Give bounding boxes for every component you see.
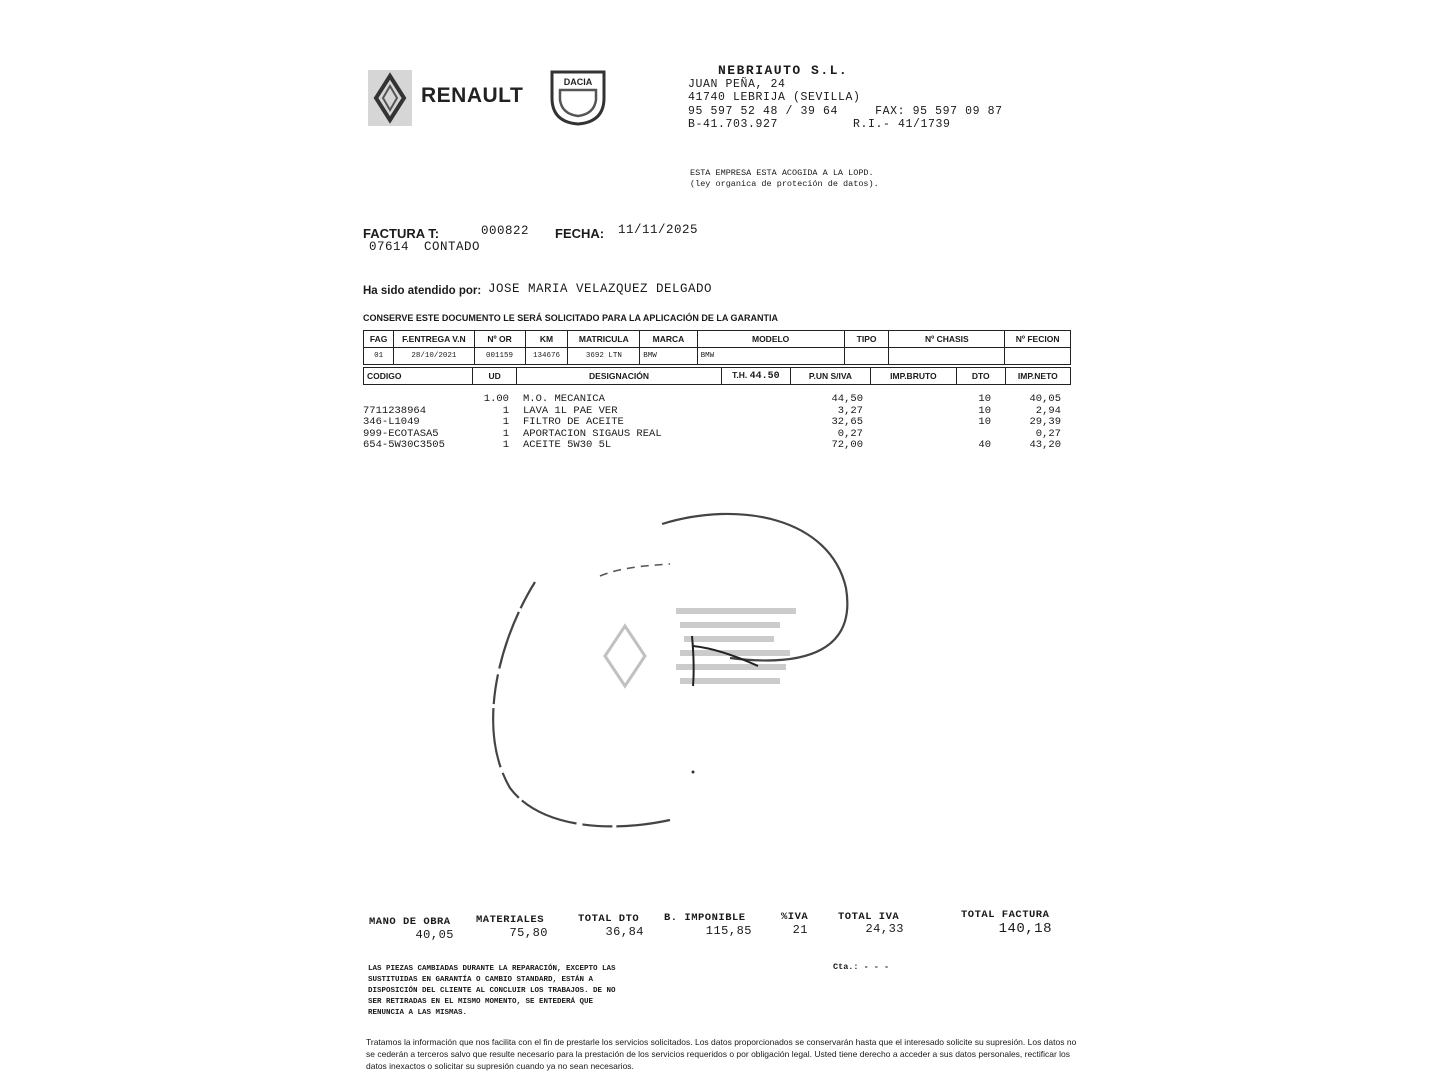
fecha-value: 11/11/2025 [618, 223, 699, 237]
client-code: 07614 [369, 240, 410, 254]
total-factura-value: 140,18 [998, 921, 1052, 937]
th-modelo: MODELO [697, 331, 844, 348]
total-factura-label: TOTAL FACTURA [961, 909, 1050, 921]
line-item-row [363, 406, 1063, 418]
th-fentrega: F.ENTREGA V.N [394, 331, 474, 348]
company-address1: JUAN PEÑA, 24 [688, 77, 786, 91]
line-item-neto: 29,39 [1029, 416, 1061, 428]
iva-pct-value: 21 [792, 923, 808, 937]
vehicle-table [363, 330, 1071, 365]
iva-pct-label: %IVA [781, 911, 809, 923]
mano-obra-value: 40,05 [415, 928, 454, 942]
td-modelo: BMW [697, 348, 844, 365]
line-item-desc: ACEITE 5W30 5L [523, 439, 612, 451]
th-matricula: MATRICULA [568, 331, 640, 348]
line-item-neto: 2,94 [1035, 404, 1061, 417]
line-item-desc: M.O. MECANICA [523, 393, 605, 405]
line-item-desc: APORTACION SIGAUS REAL [523, 427, 662, 440]
renault-logo [368, 70, 412, 126]
total-dto-value: 36,84 [605, 925, 644, 939]
renault-wordmark: RENAULT [421, 84, 524, 107]
factura-number: 000822 [481, 224, 530, 238]
line-item-row [363, 417, 1063, 429]
line-item-neto: 0,27 [1035, 427, 1061, 440]
td-fentrega: 28/10/2021 [394, 348, 474, 365]
lopd-notice [690, 168, 879, 190]
th-codigo: CODIGO [364, 368, 473, 385]
line-item-pun: 72,00 [831, 439, 863, 451]
mano-obra-label: MANO DE OBRA [369, 916, 451, 928]
attended-by: JOSE MARIA VELAZQUEZ DELGADO [488, 282, 713, 296]
b-imponible-value: 115,85 [705, 924, 752, 938]
th-nor: Nº OR [474, 331, 525, 348]
line-item-row [363, 440, 1063, 452]
td-km: 134676 [525, 348, 568, 365]
company-fax: FAX: 95 597 09 87 [875, 104, 1003, 118]
materiales-label: MATERIALES [476, 914, 545, 926]
line-item-code: 654-5W30C3505 [363, 439, 445, 451]
line-item-pun: 3,27 [837, 404, 863, 417]
th-km: KM [525, 331, 568, 348]
company-phones: 95 597 52 48 / 39 64 [688, 104, 839, 118]
td-matricula: 3692 LTN [568, 348, 640, 365]
dacia-word: DACIA [563, 77, 593, 87]
total-dto-label: TOTAL DTO [578, 913, 640, 925]
materiales-value: 75,80 [509, 926, 548, 940]
company-block [688, 64, 1003, 132]
td-fecion [1005, 348, 1071, 365]
line-item-row [363, 394, 1063, 406]
th-pun: P.UN S/IVA [791, 368, 871, 385]
line-item-pun: 32,65 [831, 416, 863, 428]
th-designacion: DESIGNACIÓN [517, 368, 721, 385]
line-item-row [363, 429, 1063, 441]
lopd-line1: ESTA EMPRESA ESTA ACOGIDA A LA LOPD. [690, 168, 874, 178]
parts-note-line1: LAS PIEZAS CAMBIADAS DURANTE LA REPARACIÓN, EXCEPTO LAS [368, 965, 616, 973]
th-tipo: TIPO [844, 331, 889, 348]
line-item-pun: 44,50 [831, 393, 863, 405]
attended-label: Ha sido atendido por: [363, 285, 482, 297]
dacia-logo [546, 70, 610, 126]
parts-note [368, 964, 616, 1019]
line-items [363, 394, 1063, 452]
cta-field: Cta.: - - - [833, 962, 890, 972]
line-item-ud: 1 [502, 416, 509, 428]
line-item-dto: 10 [978, 416, 991, 428]
line-item-ud: 1.00 [483, 393, 509, 405]
signature-stroke-left [493, 582, 670, 826]
privacy-footer: Tratamos la información que nos facilita con el fin de prestarle los servicios solicitados. Los datos proporcionados se conservarán hasta que el interesado solicite su supresión. Los datos no se cederán a terceros salvo que resulte necesario para la prestación de los servicios requeridos o por obligación legal. Usted tiene derecho a acceder a sus datos personales, rectificar los datos inexactos o solicitar su supresión cuando ya no sean necesarios. [366, 1037, 1077, 1071]
td-marca: BMW [640, 348, 697, 365]
warranty-note: CONSERVE ESTE DOCUMENTO LE SERÁ SOLICITADO PARA LA APLICACIÓN DE LA GARANTIA [363, 313, 779, 323]
line-item-desc: FILTRO DE ACEITE [523, 416, 624, 428]
parts-note-line5: RENUNCIA A LAS MISMAS. [368, 1009, 468, 1017]
th-marca: MARCA [640, 331, 697, 348]
line-item-neto: 40,05 [1029, 393, 1061, 405]
line-item-code: 346-L1049 [363, 416, 420, 428]
th-impbruto: IMP.BRUTO [870, 368, 956, 385]
factura-label: FACTURA T: [363, 226, 440, 241]
line-item-dto: 10 [978, 393, 991, 405]
dacia-emblem-icon [546, 70, 610, 126]
parts-note-line2: SUSTITUIDAS EN GARANTÍA O CAMBIO STANDARD, ESTÁN A [368, 976, 594, 984]
total-iva-value: 24,33 [865, 922, 904, 936]
td-tipo [844, 348, 889, 365]
company-name: NEBRIAUTO S.L. [718, 63, 849, 78]
th-ud: UD [472, 368, 517, 385]
line-item-dto: 40 [978, 439, 991, 451]
signature-stamp [480, 498, 860, 838]
td-chasis [889, 348, 1005, 365]
th-chasis: Nº CHASIS [889, 331, 1005, 348]
td-nor: 001159 [474, 348, 525, 365]
parts-note-line3: DISPOSICIÓN DEL CLIENTE AL CONCLUIR LOS TRABAJOS. DE NO [368, 987, 616, 995]
line-item-neto: 43,20 [1029, 439, 1061, 451]
th-th: T.H. [732, 370, 748, 380]
line-item-code: 7711238964 [363, 404, 427, 417]
lopd-line2: (ley organica de proteción de datos). [690, 179, 879, 189]
b-imponible-label: B. IMPONIBLE [664, 912, 746, 924]
th-th-value: 44.50 [749, 371, 780, 382]
line-item-code: 999-ECOTASA5 [363, 427, 439, 440]
renault-diamond-icon [368, 70, 412, 126]
th-impneto: IMP.NETO [1005, 368, 1070, 385]
fecha-label: FECHA: [555, 226, 605, 241]
line-item-desc: LAVA 1L PAE VER [523, 404, 618, 417]
lines-header [363, 367, 1071, 385]
line-item-pun: 0,27 [837, 427, 863, 440]
company-address2: 41740 LEBRIJA (SEVILLA) [688, 91, 861, 104]
th-dto: DTO [956, 368, 1005, 385]
payment-type: CONTADO [424, 240, 481, 254]
th-fag: FAG [364, 331, 394, 348]
parts-note-line4: SER RETIRADAS EN EL MISMO MOMENTO, SE ENTEDERÁ QUE [368, 998, 594, 1006]
th-fecion: Nº FECION [1005, 331, 1071, 348]
line-item-ud: 1 [502, 427, 509, 440]
total-iva-label: TOTAL IVA [838, 911, 900, 923]
line-item-dto: 10 [978, 404, 991, 417]
td-fag: 01 [364, 348, 394, 365]
company-cif: B-41.703.927 [688, 118, 779, 131]
signature-stroke-mid [600, 564, 670, 576]
company-ri: R.I.- 41/1739 [853, 118, 951, 131]
line-item-ud: 1 [502, 404, 509, 417]
line-item-ud: 1 [502, 439, 509, 451]
